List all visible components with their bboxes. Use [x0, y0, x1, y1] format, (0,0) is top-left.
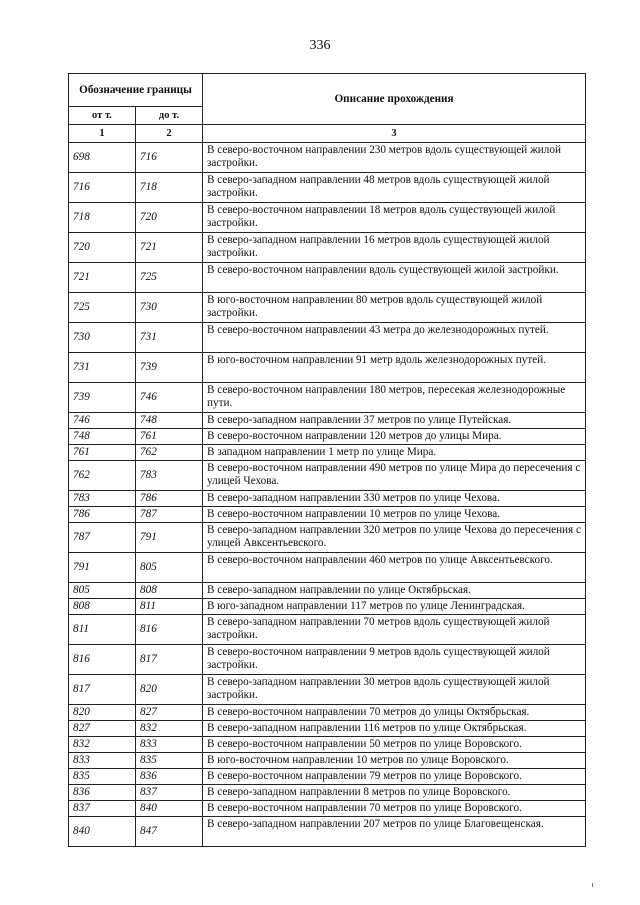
description-cell: В северо-восточном направлении 43 метра до железнодорожных путей.: [203, 323, 586, 353]
description-cell: В северо-западном направлении 30 метров вдоль существующей жилой застройки.: [203, 675, 586, 705]
to-point-cell: 805: [136, 553, 203, 583]
description-cell: В северо-западном направлении 207 метров по улице Благовещенская.: [203, 817, 586, 847]
to-point-cell: 761: [136, 429, 203, 445]
table-row: [69, 583, 586, 599]
table-row: [69, 507, 586, 523]
table-row: [69, 203, 586, 233]
to-point-cell: 817: [136, 645, 203, 675]
to-point-cell: 721: [136, 233, 203, 263]
table-row: [69, 801, 586, 817]
to-point-cell: 847: [136, 817, 203, 847]
table-row: [69, 263, 586, 293]
description-cell: В северо-западном направлении 16 метров вдоль существующей жилой застройки.: [203, 233, 586, 263]
description-cell: В северо-восточном направлении 18 метров вдоль существующей жилой застройки.: [203, 203, 586, 233]
from-point-cell: 718: [69, 203, 136, 233]
from-point-cell: 698: [69, 143, 136, 173]
from-point-cell: 836: [69, 785, 136, 801]
to-point-cell: 731: [136, 323, 203, 353]
table-row: [69, 173, 586, 203]
from-point-cell: 816: [69, 645, 136, 675]
to-point-cell: 827: [136, 705, 203, 721]
from-point-cell: 783: [69, 491, 136, 507]
description-cell: В северо-восточном направлении 230 метров вдоль существующей жилой застройки.: [203, 143, 586, 173]
from-point-cell: 805: [69, 583, 136, 599]
to-point-cell: 786: [136, 491, 203, 507]
from-point-cell: 833: [69, 753, 136, 769]
column-number-2: 2: [136, 125, 203, 143]
from-point-cell: 840: [69, 817, 136, 847]
description-cell: В северо-восточном направлении 9 метров вдоль существующей жилой застройки.: [203, 645, 586, 675]
description-cell: В северо-западном направлении 8 метров по улице Воровского.: [203, 785, 586, 801]
to-point-cell: 787: [136, 507, 203, 523]
from-point-cell: 811: [69, 615, 136, 645]
table-row: [69, 323, 586, 353]
from-point-cell: 786: [69, 507, 136, 523]
description-cell: В северо-восточном направлении 460 метров по улице Авксентьевского.: [203, 553, 586, 583]
to-point-cell: 835: [136, 753, 203, 769]
from-point-cell: 808: [69, 599, 136, 615]
description-cell: В юго-восточном направлении 10 метров по улице Воровского.: [203, 753, 586, 769]
from-point-cell: 791: [69, 553, 136, 583]
from-point-cell: 721: [69, 263, 136, 293]
table-row: [69, 445, 586, 461]
from-point-cell: 817: [69, 675, 136, 705]
table-row: [69, 645, 586, 675]
boundary-title-header: Обозначение границы: [69, 74, 203, 107]
from-point-cell: 761: [69, 445, 136, 461]
description-cell: В северо-восточном направлении 70 метров до улицы Октябрьская.: [203, 705, 586, 721]
to-point-cell: 820: [136, 675, 203, 705]
to-point-cell: 725: [136, 263, 203, 293]
to-point-cell: 840: [136, 801, 203, 817]
from-point-cell: 835: [69, 769, 136, 785]
to-point-cell: 716: [136, 143, 203, 173]
from-point-cell: 832: [69, 737, 136, 753]
description-cell: В северо-западном направлении 330 метров по улице Чехова.: [203, 491, 586, 507]
description-cell: В юго-восточном направлении 91 метр вдоль железнодорожных путей.: [203, 353, 586, 383]
table-row: [69, 553, 586, 583]
table-row: [69, 353, 586, 383]
table-row: [69, 817, 586, 847]
to-point-cell: 783: [136, 461, 203, 491]
scan-mark: [592, 883, 593, 887]
description-cell: В северо-западном направлении 48 метров вдоль существующей жилой застройки.: [203, 173, 586, 203]
table-row: [69, 491, 586, 507]
description-cell: В северо-восточном направлении 10 метров по улице Чехова.: [203, 507, 586, 523]
table-row: [69, 599, 586, 615]
from-point-cell: 746: [69, 413, 136, 429]
description-cell: В северо-западном направлении 320 метров по улице Чехова до пересечения с улицей Авксентьевского.: [203, 523, 586, 553]
from-point-cell: 731: [69, 353, 136, 383]
from-point-cell: 827: [69, 721, 136, 737]
description-cell: В северо-восточном направлении 79 метров по улице Воровского.: [203, 769, 586, 785]
to-point-header: до т.: [136, 107, 203, 125]
description-cell: В северо-восточном направлении 180 метров, пересекая железнодорожные пути.: [203, 383, 586, 413]
description-cell: В северо-западном направлении 116 метров по улице Октябрьская.: [203, 721, 586, 737]
to-point-cell: 739: [136, 353, 203, 383]
table-row: [69, 615, 586, 645]
from-point-cell: 820: [69, 705, 136, 721]
from-point-cell: 739: [69, 383, 136, 413]
boundary-table: [68, 73, 586, 847]
to-point-cell: 836: [136, 769, 203, 785]
description-cell: В юго-западном направлении 117 метров по улице Ленинградская.: [203, 599, 586, 615]
to-point-cell: 746: [136, 383, 203, 413]
description-cell: В северо-восточном направлении 70 метров по улице Воровского.: [203, 801, 586, 817]
table-row: [69, 383, 586, 413]
table-body: [69, 143, 586, 847]
description-cell: В юго-восточном направлении 80 метров вдоль существующей жилой застройки.: [203, 293, 586, 323]
column-number-3: 3: [203, 125, 586, 143]
to-point-cell: 730: [136, 293, 203, 323]
table-row: [69, 413, 586, 429]
table-row: [69, 461, 586, 491]
from-point-cell: 762: [69, 461, 136, 491]
to-point-cell: 808: [136, 583, 203, 599]
from-point-header: от т.: [69, 107, 136, 125]
description-cell: В северо-западном направлении 70 метров вдоль существующей жилой застройки.: [203, 615, 586, 645]
table-row: [69, 293, 586, 323]
from-point-cell: 748: [69, 429, 136, 445]
table-row: [69, 753, 586, 769]
table-row: [69, 705, 586, 721]
to-point-cell: 791: [136, 523, 203, 553]
table-row: [69, 233, 586, 263]
from-point-cell: 720: [69, 233, 136, 263]
to-point-cell: 816: [136, 615, 203, 645]
to-point-cell: 811: [136, 599, 203, 615]
from-point-cell: 787: [69, 523, 136, 553]
table-row: [69, 429, 586, 445]
description-cell: В северо-западном направлении 37 метров по улице Путейская.: [203, 413, 586, 429]
description-cell: В северо-восточном направлении 50 метров по улице Воровского.: [203, 737, 586, 753]
to-point-cell: 762: [136, 445, 203, 461]
to-point-cell: 833: [136, 737, 203, 753]
table-row: [69, 523, 586, 553]
table-row: [69, 721, 586, 737]
from-point-cell: 716: [69, 173, 136, 203]
table-row: [69, 737, 586, 753]
description-cell: В северо-восточном направлении 490 метров по улице Мира до пересечения с улицей Чехова.: [203, 461, 586, 491]
description-cell: В западном направлении 1 метр по улице Мира.: [203, 445, 586, 461]
to-point-cell: 832: [136, 721, 203, 737]
column-number-1: 1: [69, 125, 136, 143]
to-point-cell: 720: [136, 203, 203, 233]
table-row: [69, 675, 586, 705]
to-point-cell: 837: [136, 785, 203, 801]
page-number: 336: [309, 38, 331, 53]
table-row: [69, 769, 586, 785]
table-row: [69, 785, 586, 801]
from-point-cell: 837: [69, 801, 136, 817]
to-point-cell: 718: [136, 173, 203, 203]
description-cell: В северо-восточном направлении вдоль существующей жилой застройки.: [203, 263, 586, 293]
from-point-cell: 730: [69, 323, 136, 353]
description-cell: В северо-восточном направлении 120 метров до улицы Мира.: [203, 429, 586, 445]
table-row: [69, 143, 586, 173]
description-cell: В северо-западном направлении по улице Октябрьская.: [203, 583, 586, 599]
from-point-cell: 725: [69, 293, 136, 323]
description-title-header: Описание прохождения: [203, 74, 586, 125]
to-point-cell: 748: [136, 413, 203, 429]
